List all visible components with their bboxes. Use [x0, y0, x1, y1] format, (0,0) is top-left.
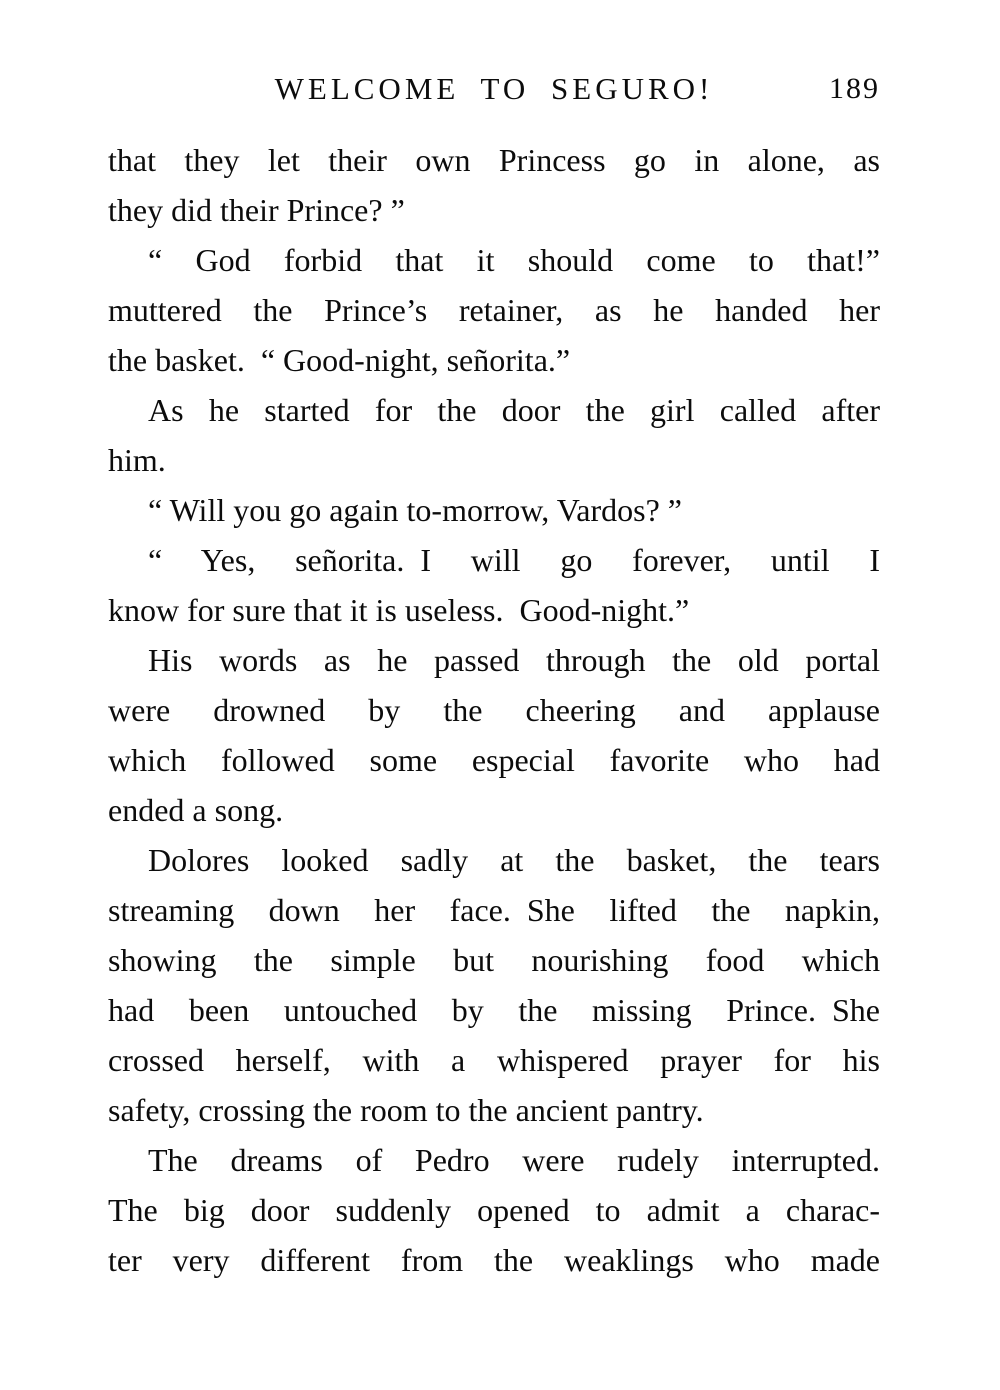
- text-line: that they let their own Princess go in alone, as: [108, 142, 880, 178]
- paragraph: [108, 235, 880, 385]
- paragraph: [108, 135, 880, 235]
- text-line: ended a song.: [108, 792, 284, 828]
- text-line: showing the simple but nourishing food which: [108, 942, 880, 978]
- paragraph: [108, 1135, 880, 1285]
- text-line: they did their Prince? ”: [108, 192, 405, 228]
- text-line: safety, crossing the room to the ancient pantry.: [108, 1092, 704, 1128]
- paragraph: [108, 485, 880, 535]
- paragraph: [108, 535, 880, 635]
- text-line: His words as he passed through the old portal: [148, 642, 880, 678]
- paragraph: [108, 635, 880, 835]
- text-line: muttered the Prince’s retainer, as he handed her: [108, 292, 880, 328]
- running-header: [108, 70, 880, 108]
- text-line: streaming down her face. She lifted the napkin,: [108, 892, 880, 928]
- text-line: Dolores looked sadly at the basket, the tears: [148, 842, 880, 878]
- text-line: “ God forbid that it should come to that!”: [148, 242, 880, 278]
- text-line: “ Yes, señorita. I will go forever, until I: [148, 542, 880, 578]
- text-line: which followed some especial favorite who had: [108, 742, 880, 778]
- page-title: WELCOME TO SEGURO!: [274, 71, 714, 106]
- text-line: “ Will you go again to-morrow, Vardos? ”: [148, 492, 682, 528]
- text-line: The dreams of Pedro were rudely interrupted.: [148, 1142, 880, 1178]
- paragraph: [108, 385, 880, 485]
- text-line: The big door suddenly opened to admit a charac-: [108, 1192, 880, 1228]
- page-number: 189: [829, 72, 880, 105]
- paragraph: [108, 835, 880, 1135]
- text-line: him.: [108, 442, 166, 478]
- body-text: [108, 135, 880, 1285]
- text-line: ter very different from the weaklings who made: [108, 1242, 880, 1278]
- text-line: know for sure that it is useless. Good-night.”: [108, 592, 690, 628]
- text-line: had been untouched by the missing Prince. She: [108, 992, 880, 1028]
- text-line: the basket. “ Good-night, señorita.”: [108, 342, 571, 378]
- text-line: were drowned by the cheering and applause: [108, 692, 880, 728]
- text-line: As he started for the door the girl called after: [148, 392, 880, 428]
- text-line: crossed herself, with a whispered prayer for his: [108, 1042, 880, 1078]
